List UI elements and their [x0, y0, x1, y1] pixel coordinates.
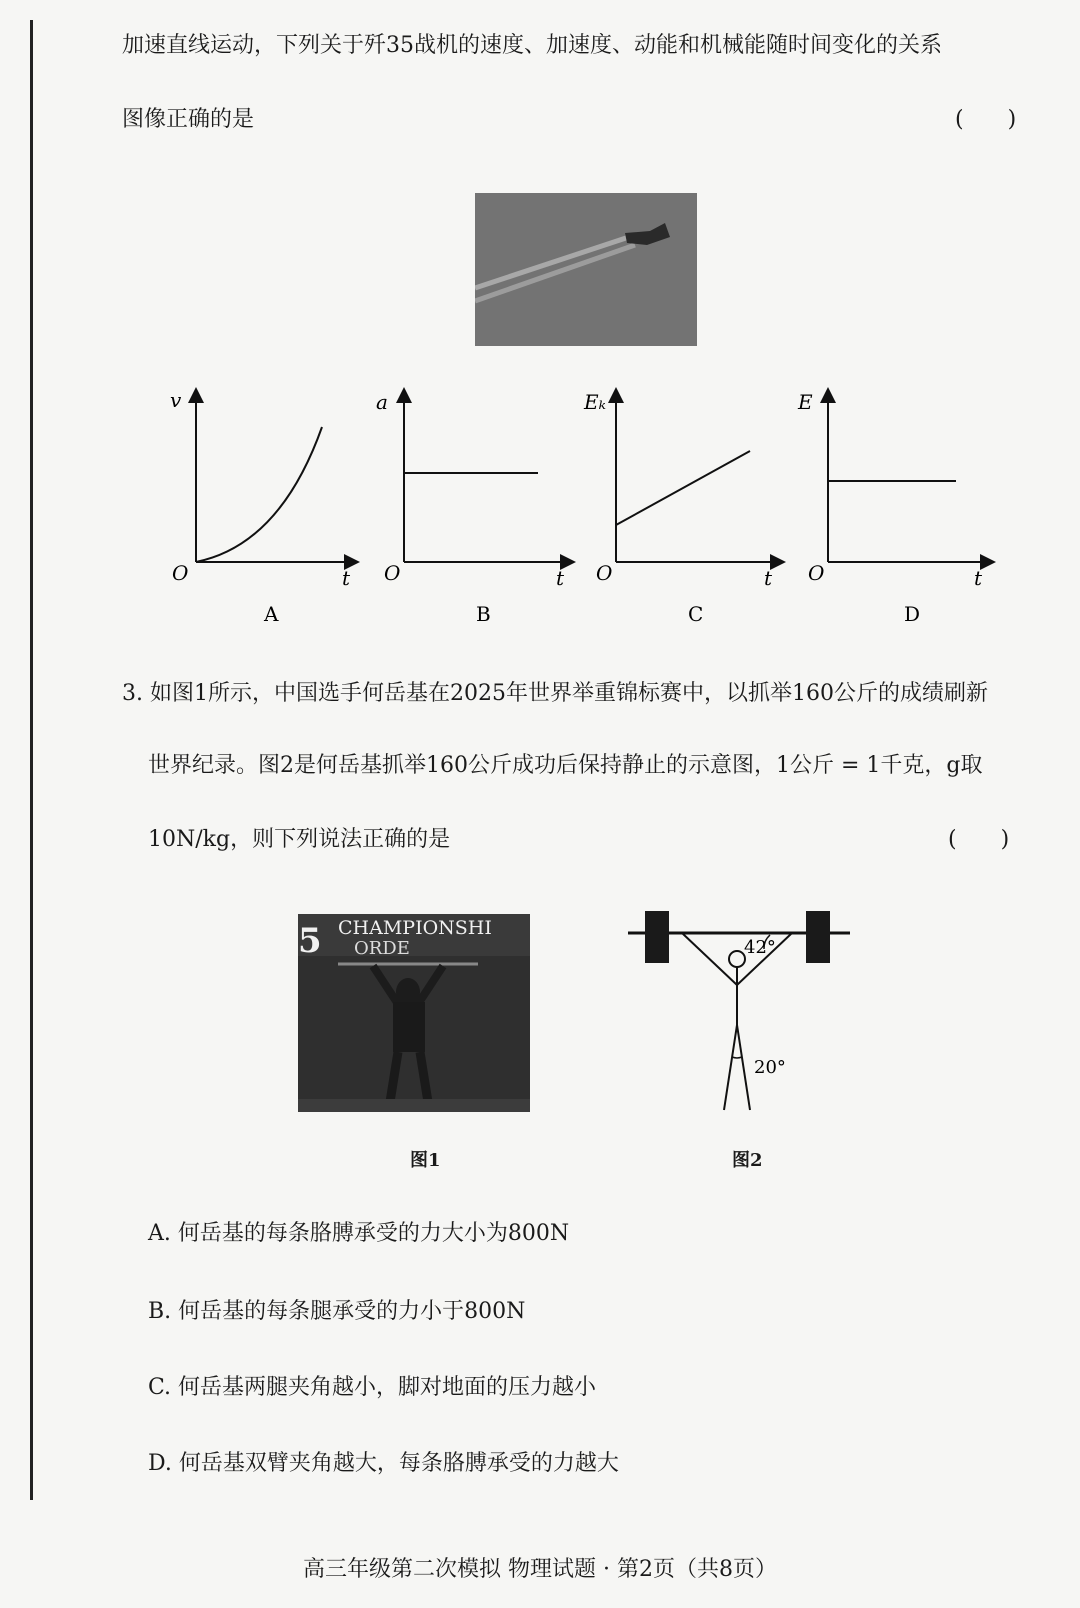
graph-c — [583, 390, 778, 626]
q2-text-line2: 图像正确的是 — [122, 107, 255, 132]
graphs-row — [160, 385, 1040, 645]
option-b: B. 何岳基的每条腿承受的力小于800N — [148, 1299, 526, 1324]
option-a: A. 何岳基的每条胳膊承受的力大小为800N — [148, 1221, 570, 1246]
banner-text-line1: CHAMPIONSHI — [338, 917, 492, 939]
graph-b-x-label: t — [556, 566, 565, 590]
graph-b-caption: B — [476, 602, 491, 626]
leg-angle-arc — [732, 1057, 742, 1058]
leg-angle-label: 20° — [754, 1057, 786, 1078]
stick-figure-head — [729, 951, 745, 967]
weightlifter-diagram — [620, 905, 860, 1120]
graph-d-x-label: t — [974, 566, 983, 590]
fig2-caption: 图2 — [732, 1150, 763, 1171]
jet-photo — [475, 193, 697, 346]
graph-a-y-label: v — [170, 388, 182, 412]
q3-text-line3: 10N/kg，则下列说法正确的是 — [148, 827, 451, 852]
graph-c-origin: O — [596, 561, 613, 585]
q3-answer-bracket: ( ) — [948, 827, 1010, 852]
graph-a-curve — [196, 427, 322, 562]
q2-answer-bracket: ( ) — [955, 107, 1017, 132]
graph-b-y-label: a — [376, 390, 388, 414]
graph-b-origin: O — [384, 561, 401, 585]
graph-a-origin: O — [172, 561, 189, 585]
stick-figure-left-leg — [724, 1025, 737, 1110]
graph-d — [797, 390, 988, 626]
graph-d-caption: D — [904, 602, 921, 626]
graph-c-line — [616, 451, 750, 525]
arm-angle-label: 42° — [744, 937, 776, 958]
q3-text-line2: 世界纪录。图2是何岳基抓举160公斤成功后保持静止的示意图，1公斤 = 1千克，g取 — [148, 753, 983, 778]
banner-text-line2: ORDE — [354, 938, 410, 959]
graph-a — [170, 388, 352, 626]
graph-a-caption: A — [264, 602, 279, 626]
barbell-plate-left — [645, 911, 669, 963]
weightlifter-photo — [298, 914, 530, 1112]
graph-b — [376, 390, 568, 626]
graph-d-y-label: E — [798, 390, 813, 414]
graph-c-caption: C — [688, 602, 704, 626]
option-d: D. 何岳基双臂夹角越大，每条胳膊承受的力越大 — [148, 1451, 619, 1476]
graph-c-x-label: t — [764, 566, 773, 590]
fig1-caption: 图1 — [410, 1150, 441, 1171]
option-c: C. 何岳基两腿夹角越小，脚对地面的压力越小 — [148, 1375, 597, 1400]
graph-c-y-label: Eₖ — [584, 390, 606, 414]
graph-a-x-label: t — [342, 566, 351, 590]
graph-d-origin: O — [808, 561, 825, 585]
weightlifter-photo-image — [298, 914, 530, 1112]
barbell-plate-right — [806, 911, 830, 963]
q3-text-line1: 3. 如图1所示，中国选手何岳基在2025年世界举重锦标赛中，以抓举160公斤的成绩刷新 — [122, 681, 988, 706]
binding-margin-line — [30, 20, 33, 1500]
q2-text-line1: 加速直线运动，下列关于歼35战机的速度、加速度、动能和机械能随时间变化的关系 — [122, 33, 942, 58]
jet-photo-image — [475, 193, 697, 346]
stick-figure-right-leg — [737, 1025, 750, 1110]
page-footer: 高三年级第二次模拟 物理试题 · 第2页（共8页） — [303, 1557, 777, 1582]
banner-number: 5 — [298, 921, 322, 961]
